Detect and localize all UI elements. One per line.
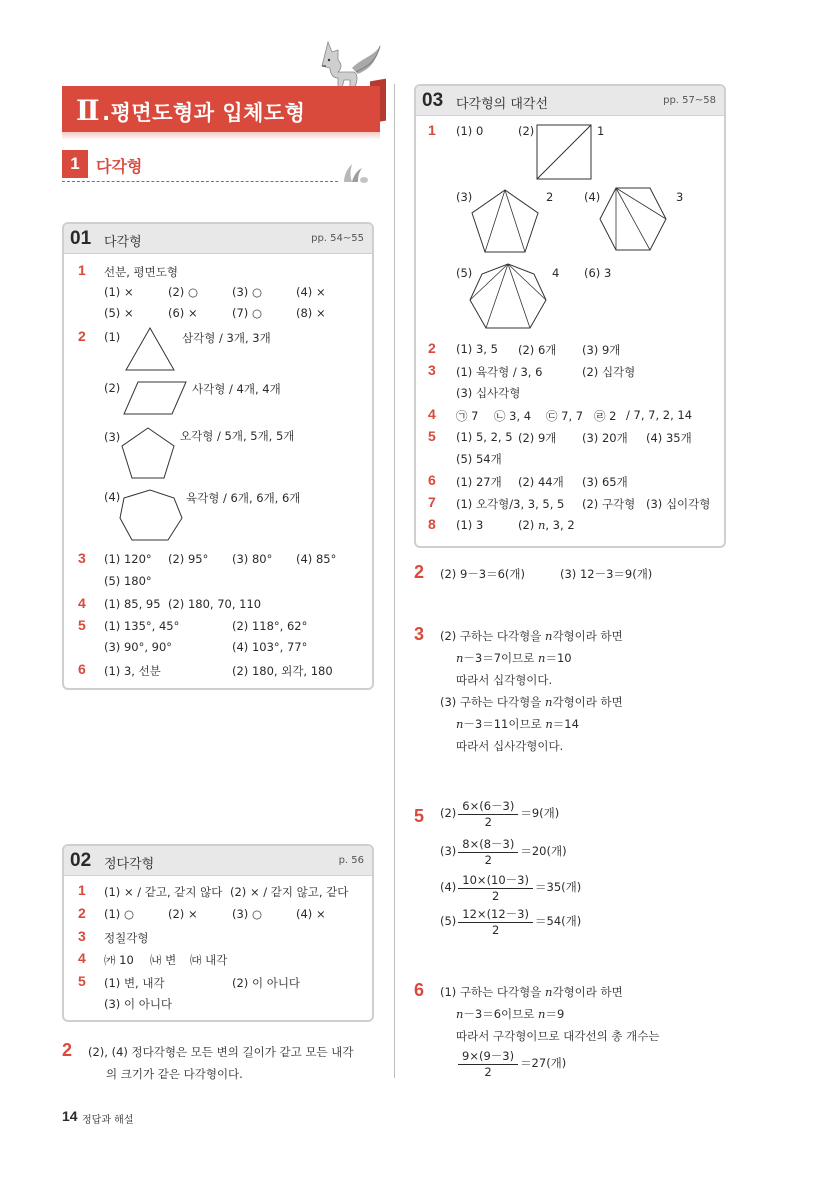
answer-text: (7) ○ (232, 306, 262, 320)
answer-text: (3) 20개 (582, 431, 628, 445)
answer-text: ㈐ 내각 (190, 953, 228, 967)
result: ＝9(개) (520, 806, 560, 820)
box-header (416, 86, 724, 116)
answer-text: (2) (518, 124, 535, 138)
text-part: ＝14 (552, 717, 579, 731)
q-number: 2 (428, 340, 436, 356)
answer-text: (5) 54개 (456, 452, 502, 466)
variable-n: n (537, 518, 546, 532)
q-number: 6 (428, 472, 436, 488)
q-number: 1 (78, 882, 86, 898)
text-part: 각형이라 하면 (552, 629, 623, 643)
answer-text: ㈎ 10 (104, 953, 134, 967)
answer-text: 육각형 / 6개, 6개, 6개 (186, 491, 301, 505)
q-number: 5 (78, 973, 86, 989)
answer-text: (2) 9개 (518, 431, 557, 445)
fraction (458, 1048, 518, 1079)
q-number: 1 (428, 122, 436, 138)
solution-text: 따라서 십각형이다. (456, 673, 553, 687)
result: ＝35(개) (535, 880, 582, 894)
part-label: (2) (440, 806, 457, 820)
box-title: 정다각형 (104, 857, 155, 872)
q-number: 5 (428, 428, 436, 444)
answer-text: (5) (456, 266, 473, 280)
q-number: 5 (78, 617, 86, 633)
part-label: (3) (440, 844, 457, 858)
q-number: 2 (78, 905, 86, 921)
solution-number: 2 (414, 562, 425, 582)
answer-text: (3) 십이각형 (646, 497, 711, 511)
section-number: 1 (62, 150, 88, 178)
text-part: 각형이라 하면 (552, 985, 623, 999)
solution-number: 5 (414, 806, 425, 826)
answer-text: (2) 180, 외각, 180 (232, 664, 333, 678)
variable-n: n (545, 629, 553, 643)
triangle-figure (124, 326, 176, 372)
answer-label: (2) (518, 518, 535, 532)
numerator: 8×(8－3) (458, 836, 518, 853)
answer-text: (4) 85° (296, 552, 337, 566)
answer-text: / 7, 7, 2, 14 (626, 408, 693, 422)
variable-n: n (456, 717, 464, 731)
answer-text: (2) 180, 70, 110 (168, 597, 262, 611)
answer-text: (3) (456, 190, 473, 204)
box-pages: pp. 57~58 (663, 95, 716, 106)
variable-n: n (456, 1007, 464, 1021)
box-header (64, 224, 372, 254)
text-part: (3) 구하는 다각형을 (440, 695, 546, 709)
answer-text: 오각형 / 5개, 5개, 5개 (180, 429, 295, 443)
q-number: 3 (78, 550, 86, 566)
chapter-banner (62, 86, 380, 132)
result: ＝27(개) (520, 1056, 567, 1070)
answer-text: (2) 십각형 (582, 365, 636, 379)
page-number: 14 (62, 1108, 78, 1124)
answer-text: (5) 180° (104, 574, 152, 588)
answer-text: (2) 이 아니다 (232, 976, 301, 990)
answer-text: (2) 44개 (518, 475, 564, 489)
answer-text: (3) 90°, 90° (104, 640, 173, 654)
quadrilateral-figure (122, 380, 188, 416)
answer-text: (3) 65개 (582, 475, 628, 489)
box-header (64, 846, 372, 876)
answer-text: (6) × (168, 306, 198, 320)
solution-number: 3 (414, 624, 425, 644)
denominator: 2 (484, 815, 492, 829)
section-title: 다각형 (96, 157, 143, 176)
answer-text: (4) 103°, 77° (232, 640, 308, 654)
answer-text: (1) 3, 선분 (104, 664, 161, 678)
answer-text: (1) (104, 330, 121, 344)
answer-text: (2) 118°, 62° (232, 619, 308, 633)
answer-text: (3) 9개 (582, 343, 621, 357)
solution-text: 따라서 십사각형이다. (456, 739, 564, 753)
fraction-row (440, 906, 581, 937)
answer-text: (1) 27개 (456, 475, 502, 489)
text-part: －3＝6이므로 (463, 1007, 539, 1021)
answer-text: (4) (584, 190, 601, 204)
answer-text: (2) 6개 (518, 343, 557, 357)
pentagon-diagonal-figure (470, 188, 540, 254)
answer-text: (2) × / 같지 않고, 같다 (230, 885, 349, 899)
answer-text: 2 (546, 190, 554, 204)
solution-text: 따라서 구각형이므로 대각선의 총 개수는 (456, 1029, 660, 1043)
solution-text: 의 크기가 같은 다각형이다. (106, 1067, 243, 1081)
q-number: 3 (428, 362, 436, 378)
q-number: 8 (428, 516, 436, 532)
text-part: (2) 구하는 다각형을 (440, 629, 546, 643)
solution-text (440, 694, 623, 710)
answer-text: (5) × (104, 306, 134, 320)
part-label: (4) (440, 880, 457, 894)
text-part: ＝9 (545, 1007, 565, 1021)
answer-text: (8) × (296, 306, 326, 320)
answer-text: (2) (104, 381, 121, 395)
text-part: －3＝11이므로 (463, 717, 546, 731)
answer-text: (1) 3, 5 (456, 342, 498, 356)
answer-text: (4) (104, 490, 121, 504)
footer-label: 정답과 해설 (82, 1115, 134, 1126)
q-number: 3 (78, 928, 86, 944)
answer-text: (4) 35개 (646, 431, 692, 445)
answer-text: ㉠ 7 (456, 409, 479, 423)
grass-icon (340, 160, 370, 184)
denominator: 2 (491, 889, 500, 903)
pentagon-figure (120, 426, 176, 482)
text-part: －3＝7이므로 (463, 651, 539, 665)
variable-n: n (456, 651, 464, 665)
solution-number: 2 (62, 1040, 73, 1060)
answer-text: (3) 이 아니다 (104, 997, 173, 1011)
q-number: 6 (78, 661, 86, 677)
q-number: 4 (78, 595, 86, 611)
solution-text: (2), (4) 정다각형은 모든 변의 길이가 같고 모든 내각 (88, 1045, 354, 1059)
variable-n: n (545, 985, 553, 999)
q-number: 1 (78, 262, 86, 278)
answer-text: ㈏ 변 (150, 953, 177, 967)
fraction (458, 836, 518, 867)
answer-text: (2) ○ (168, 285, 198, 299)
fraction (458, 798, 518, 829)
fraction-row (440, 798, 559, 829)
answer-text: (3) ○ (232, 285, 262, 299)
answer-text: (4) × (296, 285, 326, 299)
fraction-row (456, 1048, 566, 1079)
fraction (458, 872, 533, 903)
answer-text: (3) (104, 430, 121, 444)
answer-text (518, 518, 575, 532)
denominator: 2 (491, 923, 500, 937)
text-part: (1) 구하는 다각형을 (440, 985, 546, 999)
answer-text: (1) × / 같고, 같지 않다 (104, 885, 223, 899)
box-number: 01 (70, 228, 92, 249)
answer-text: (1) ○ (104, 907, 134, 921)
denominator: 2 (484, 853, 492, 867)
box-pages: pp. 54~55 (311, 233, 364, 244)
answer-text: (1) 3 (456, 518, 484, 532)
chapter-roman: Ⅱ (76, 94, 101, 127)
answer-rest: , 3, 2 (545, 518, 575, 532)
variable-n: n (538, 1007, 546, 1021)
solution-text (456, 650, 572, 666)
result: ＝20(개) (520, 844, 567, 858)
q-number: 7 (428, 494, 436, 510)
answer-text: (1) × (104, 285, 134, 299)
numerator: 10×(10－3) (458, 872, 533, 889)
solution-text (456, 716, 579, 732)
answer-text: (1) 5, 2, 5 (456, 430, 513, 444)
solution-text (456, 1006, 564, 1022)
fraction-row (440, 836, 567, 867)
solution-number: 6 (414, 980, 425, 1000)
banner-shadow (62, 132, 380, 140)
answer-text: ㉣ 2 (594, 409, 617, 423)
answer-text: (1) 85, 95 (104, 597, 161, 611)
answer-text: (3) 80° (232, 552, 273, 566)
solution-text: (3) 12－3＝9(개) (560, 567, 653, 581)
box-title: 다각형 (104, 235, 142, 250)
section-divider (62, 181, 338, 182)
answer-text: (1) 육각형 / 3, 6 (456, 365, 543, 379)
chapter-title: .평면도형과 입체도형 (102, 101, 306, 125)
square-diagonal-figure (536, 124, 592, 180)
column-divider (394, 84, 395, 1078)
answer-text: (2) 구각형 (582, 497, 636, 511)
answer-text: (2) × (168, 907, 198, 921)
q-number: 2 (78, 328, 86, 344)
answer-text: (4) × (296, 907, 326, 921)
numerator: 12×(12－3) (458, 906, 533, 923)
q-number: 4 (78, 950, 86, 966)
hexagon-diagonal-figure (598, 186, 668, 252)
solution-text (440, 984, 623, 1000)
denominator: 2 (484, 1065, 492, 1079)
answer-text: (3) 십사각형 (456, 386, 521, 400)
fraction-row (440, 872, 581, 903)
answer-text: 1 (597, 124, 605, 138)
answer-text: ㉢ 7, 7 (546, 409, 584, 423)
solution-text: (2) 9－3＝6(개) (440, 567, 525, 581)
result: ＝54(개) (535, 914, 582, 928)
box-pages: p. 56 (338, 855, 364, 866)
answer-text: (1) 120° (104, 552, 152, 566)
variable-n: n (545, 717, 553, 731)
answer-text: (3) ○ (232, 907, 262, 921)
numerator: 9×(9－3) (458, 1048, 518, 1065)
answer-text: 선분, 평면도형 (104, 265, 178, 279)
answer-text: 3 (676, 190, 684, 204)
box-number: 02 (70, 850, 92, 871)
text-part: 각형이라 하면 (552, 695, 623, 709)
hexagon-figure (118, 488, 184, 542)
answer-text: (1) 0 (456, 124, 484, 138)
answer-text: (6) 3 (584, 266, 612, 280)
answer-text: 정칠각형 (104, 931, 149, 945)
box-number: 03 (422, 90, 444, 111)
solution-text (440, 628, 623, 644)
answer-text: (1) 오각형/3, 3, 5, 5 (456, 497, 565, 511)
fraction (458, 906, 533, 937)
numerator: 6×(6－3) (458, 798, 518, 815)
answer-text: (1) 변, 내각 (104, 976, 165, 990)
variable-n: n (545, 695, 553, 709)
answer-text: ㉡ 3, 4 (494, 409, 532, 423)
answer-text: 삼각형 / 3개, 3개 (182, 331, 271, 345)
answer-text: (2) 95° (168, 552, 209, 566)
answer-text: 4 (552, 266, 560, 280)
variable-n: n (538, 651, 546, 665)
answer-text: 사각형 / 4개, 4개 (192, 382, 281, 396)
text-part: ＝10 (545, 651, 572, 665)
box-title: 다각형의 대각선 (456, 97, 549, 112)
part-label: (5) (440, 914, 457, 928)
answer-text: (1) 135°, 45° (104, 619, 180, 633)
heptagon-diagonal-figure (468, 262, 548, 330)
q-number: 4 (428, 406, 436, 422)
